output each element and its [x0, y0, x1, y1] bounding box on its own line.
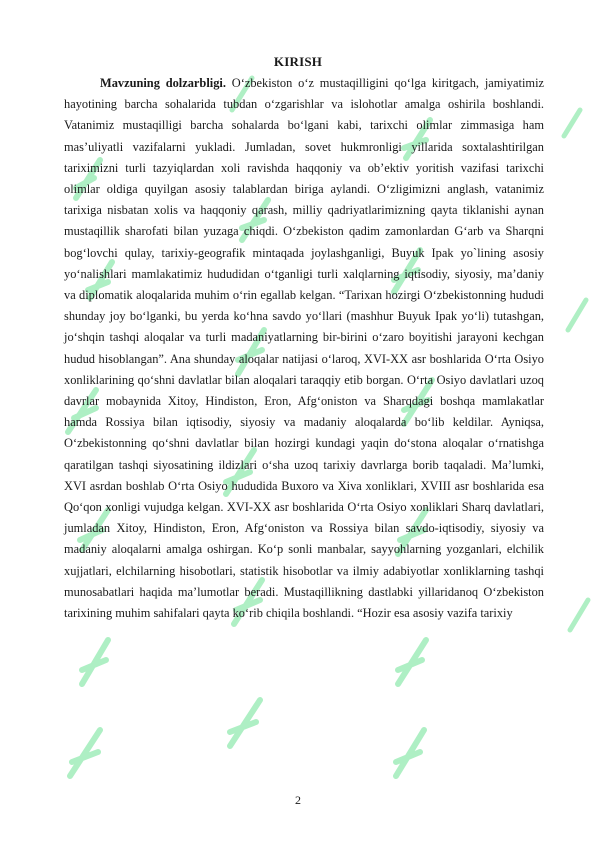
lead-phrase: Mavzuning dolzarbligi.: [100, 76, 226, 90]
watermark-stroke: [564, 110, 580, 136]
watermark-stroke: [230, 700, 260, 746]
page-title: KIRISH: [273, 54, 323, 69]
watermark-stroke: [396, 730, 424, 776]
watermark-stroke: [70, 730, 100, 776]
watermark-stroke: [82, 640, 108, 684]
watermark-stroke: [398, 640, 426, 684]
watermark-stroke: [568, 300, 586, 330]
page-number: 2: [295, 793, 301, 807]
paragraph-text: O‘zbekiston o‘z mustaqilligini qo‘lga kiritgach, jamiyatimiz hayotining barcha sohalarida tubdan o‘zgarishlar va islohotlar amalga oshirila boshlandi. Vatanimiz mustaqilligi barcha sohalarda bo‘lgani kabi, tarixchi olimlar zimmasiga ham mas’uliyatli vazifalarni yukladi. Jumladan, sovet hukmronligi yillarida soxtalashtirilgan tariximizni turli tazyiqlardan xoli ravishda haqqoniy va ob’ektiv yoritish vazifasi tarixchi olimlar oldiga quyilgan asosiy talablardan biriga aylandi. O‘zligimizni anglash, vatanimiz tarixiga nisbatan xolis va haqqoniy qarash, milliy qadriyatlarimizning qayta tiklanishi aynan mustaqillik sharofati bilan yuzaga chiqdi. O‘zbekiston qadim zamonlardan G‘arb va Sharqni bog‘lovchi qulay, tarixiy-geografik mintaqada joylashganligi, Buyuk Ipak yo`lining asosiy yo‘nalishlari mamlakatimiz hududidan o‘tganligi turli xalqlarning iqtisodiy, siyosiy, ma’daniy va diplomatik aloqalarida muhim o‘rin egallab kelgan. “Tarixan hozirgi O‘zbekistonning hududi shunday joy bo‘lganki, bu yerda ko‘hna savdo yo‘llari (mashhur Buyuk Ipak yo‘li) tutashgan, jo‘shqin tashqi aloqalar va turli madaniyatlarning bir-birini o‘zaro boyitishi jarayoni kechgan hudud hisoblangan”. Ana shunday aloqalar natijasi o‘laroq, XVI-XX asr boshlarida O‘rta Osiyo xonliklarining qo‘shni davlatlar bilan aloqalari taraqqiy etib borgan. O‘rta Osiyo davlatlari uzoq davrlar mobaynida Xitoy, Hindiston, Eron, Afg‘oniston va Sharqdagi boshqa mamlakatlar hamda Rossiya bilan iqtisodiy, siyosiy va madaniy aloqalarda bo‘lib keldilar. Ayniqsa, O‘zbekistonning qo‘shni davlatlar bilan hozirgi kundagi yaqin do‘stona aloqalar o‘rnatishga qaratilgan tashqi siyosatining ildizlari o‘sha uzoq tarixiy davrlarga borib taqaladi. Ma’lumki, XVI asrdan boshlab O‘rta Osiyo hududida Buxoro va Xiva xonliklari, XVIII asr boshlarida esa Qo‘qon xonligi vujudga kelgan. XVI-XX asr boshlarida O‘rta Osiyo xonliklari Sharq davlatlari, jumladan Xitoy, Hindiston, Eron, Afg‘oniston va Rossiya bilan savdo-iqtisodiy, siyosiy va madaniy aloqalarni amalga oshirgan. Ko‘p sonli manbalar, sayyohlarning yozganlari, elchilik xujjatlari, elchilarning hisobotlari, statistik hisobotlar va ilmiy adabiyotlar xonliklarning tashqi munosabatlari haqida ma’lumotlar beradi. Mustaqillikning dastlabki yillaridanoq O‘zbekiston tarixining muhim sahifalari qayta ko‘rib chiqila boshlandi. “Hozir esa asosiy vazifa tarixiy: [64, 76, 545, 621]
body-paragraph: [64, 73, 544, 624]
watermark-stroke: [570, 600, 588, 630]
